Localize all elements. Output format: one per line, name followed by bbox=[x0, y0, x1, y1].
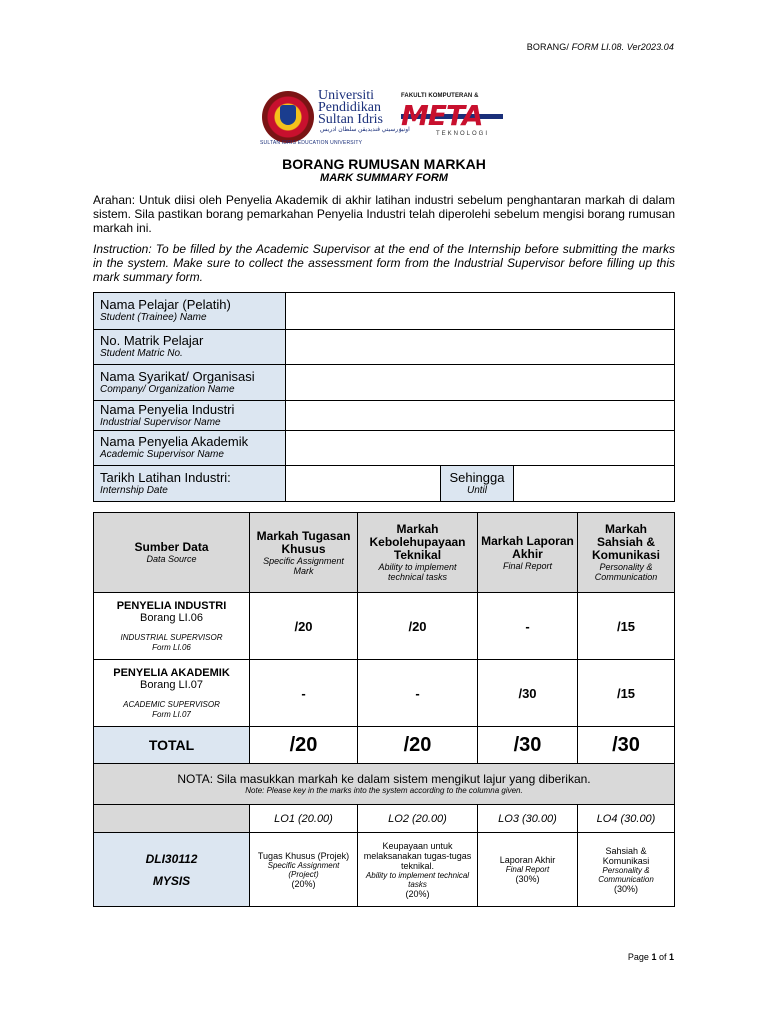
lo1-pct: (20%) bbox=[291, 878, 316, 889]
matric-label: No. Matrik Pelajar bbox=[100, 333, 204, 348]
course-cell bbox=[94, 833, 250, 907]
upsi-jawi-text: اونيۏرسيتي ڤنديديقن سلطان ادريس bbox=[320, 127, 410, 133]
header-data-source-main: Sumber Data bbox=[134, 540, 209, 554]
form-title: BORANG RUMUSAN MARKAH bbox=[282, 156, 486, 172]
lo2-cell bbox=[358, 833, 478, 907]
academic-supervisor-field[interactable] bbox=[286, 431, 675, 466]
header-report-sub: Final Report bbox=[502, 560, 553, 571]
upsi-line2: Pendidikan bbox=[318, 100, 381, 115]
course-lo-row bbox=[94, 833, 675, 907]
industrial-supervisor-row bbox=[94, 401, 675, 431]
lo1-header: LO1 (20.00) bbox=[250, 805, 358, 833]
matric-label-cell bbox=[94, 330, 286, 365]
header-report-main: Markah Laporan Akhir bbox=[481, 533, 574, 561]
lo3-pct: (30%) bbox=[515, 874, 540, 884]
lo4-cell bbox=[578, 833, 675, 907]
industrial-supervisor-field[interactable] bbox=[286, 401, 675, 431]
course-code: DLI30112 bbox=[145, 851, 198, 866]
academic-technical-mark: - bbox=[358, 660, 478, 727]
internship-start-field[interactable] bbox=[286, 466, 441, 502]
total-technical: /20 bbox=[358, 727, 478, 764]
header-assignment bbox=[250, 513, 358, 593]
student-name-row bbox=[94, 293, 675, 330]
industrial-personality-mark[interactable]: /15 bbox=[578, 593, 675, 660]
lo3-sub: Final Report bbox=[505, 865, 550, 874]
upsi-wordmark bbox=[318, 90, 383, 126]
upsi-line1: Universiti bbox=[318, 88, 374, 103]
company-label: Nama Syarikat/ Organisasi bbox=[100, 368, 255, 384]
company-field[interactable] bbox=[286, 365, 675, 401]
industrial-source-cell bbox=[94, 593, 250, 660]
internship-end-field[interactable] bbox=[514, 466, 675, 502]
lo4-header: LO4 (30.00) bbox=[578, 805, 675, 833]
until-label: Sehingga bbox=[449, 469, 505, 485]
academic-source-english: ACADEMIC SUPERVISOR bbox=[123, 699, 220, 709]
teknologi-text: TEKNOLOGI bbox=[436, 131, 490, 137]
academic-supervisor-label: Nama Penyelia Akademik bbox=[100, 434, 249, 449]
academic-supervisor-marks-row bbox=[94, 660, 675, 727]
matric-field[interactable] bbox=[286, 330, 675, 365]
page-number bbox=[628, 952, 674, 962]
header-technical-main: Markah Kebolehupayaan Teknikal bbox=[369, 522, 466, 562]
industrial-supervisor-label-cell bbox=[94, 401, 286, 431]
form-ref-prefix: BORANG/ bbox=[526, 42, 572, 52]
upsi-english-name: SULTAN IDRIS EDUCATION UNIVERSITY bbox=[260, 140, 363, 146]
student-name-label: Nama Pelajar (Pelatih) bbox=[100, 297, 231, 312]
header-technical bbox=[358, 513, 478, 593]
academic-supervisor-row bbox=[94, 431, 675, 466]
industrial-source-english: INDUSTRIAL SUPERVISOR bbox=[120, 632, 223, 642]
note-row bbox=[94, 764, 675, 805]
industrial-technical-mark[interactable]: /20 bbox=[358, 593, 478, 660]
lo3-cell bbox=[478, 833, 578, 907]
internship-date-label: Tarikh Latihan Industri: bbox=[100, 469, 231, 485]
internship-date-label-cell bbox=[94, 466, 286, 502]
matric-sublabel: Student Matric No. bbox=[100, 348, 183, 359]
lo2-header: LO2 (20.00) bbox=[358, 805, 478, 833]
header-personality bbox=[578, 513, 675, 593]
lo1-main: Tugas Khusus (Projek) bbox=[257, 850, 350, 861]
academic-source-english-form: Form LI.07 bbox=[152, 709, 191, 719]
total-personality: /30 bbox=[578, 727, 675, 764]
page-current: 1 bbox=[651, 952, 657, 962]
internship-date-row bbox=[94, 466, 675, 502]
academic-supervisor-label-cell bbox=[94, 431, 286, 466]
lo2-main: Keupayaan untuk melaksanakan tugas-tugas teknikal. bbox=[363, 840, 472, 871]
logo-banner bbox=[258, 88, 508, 152]
student-name-field[interactable] bbox=[286, 293, 675, 330]
header-personality-main: Markah Sahsiah & Komunikasi bbox=[591, 522, 660, 562]
page-prefix: Page bbox=[627, 952, 652, 962]
header-report bbox=[478, 513, 578, 593]
header-technical-sub: Ability to implement technical tasks bbox=[378, 562, 457, 582]
lo-header-row bbox=[94, 805, 675, 833]
student-name-sublabel: Student (Trainee) Name bbox=[100, 312, 207, 323]
lo4-main: Sahsiah & Komunikasi bbox=[602, 845, 650, 866]
lo3-header: LO3 (30.00) bbox=[478, 805, 578, 833]
academic-source-title: PENYELIA AKADEMIK bbox=[113, 666, 230, 679]
lo2-sub: Ability to implement technical tasks bbox=[365, 870, 470, 889]
mark-summary-table bbox=[93, 512, 675, 907]
meta-logo: META bbox=[401, 99, 483, 132]
industrial-supervisor-marks-row bbox=[94, 593, 675, 660]
until-sublabel: Until bbox=[466, 484, 487, 496]
internship-date-sublabel: Internship Date bbox=[100, 484, 168, 496]
marks-header-row bbox=[94, 513, 675, 593]
academic-source-form: Borang LI.07 bbox=[140, 678, 203, 691]
company-label-cell bbox=[94, 365, 286, 401]
industrial-report-mark: - bbox=[478, 593, 578, 660]
total-report: /30 bbox=[478, 727, 578, 764]
academic-source-cell bbox=[94, 660, 250, 727]
form-ref-code: FORM LI.08. Ver2023.04 bbox=[571, 42, 674, 52]
instruction-english: Instruction: To be filled by the Academic Supervisor at the end of the Internship before submitting the marks in the system. Make sure to collect the assessment form from the Industrial Supervisor before filling up this mark summary form. bbox=[93, 242, 675, 284]
total-row bbox=[94, 727, 675, 764]
header-assignment-sub: Specific Assignment Mark bbox=[263, 555, 344, 576]
total-label: TOTAL bbox=[94, 727, 250, 764]
instruction-malay: Arahan: Untuk diisi oleh Penyelia Akademik di akhir latihan industri sebelum penghantaran markah di dalam sistem. Sila pastikan borang pemarkahan Penyelia Industri telah diperolehi sebelum mengisi borang rumusan markah ini. bbox=[93, 193, 675, 235]
header-data-source bbox=[94, 513, 250, 593]
lo2-pct: (20%) bbox=[405, 888, 430, 899]
header-data-source-sub: Data Source bbox=[146, 554, 197, 564]
industrial-source-form: Borang LI.06 bbox=[140, 611, 203, 624]
lo3-main: Laporan Akhir bbox=[499, 855, 556, 865]
lo4-pct: (30%) bbox=[613, 883, 638, 894]
page-total: 1 bbox=[668, 952, 674, 962]
lo4-sub: Personality & Communication bbox=[598, 865, 654, 884]
page-mid: of bbox=[656, 952, 669, 962]
note-english: Note: Please key in the marks into the system according to the columna given. bbox=[245, 786, 523, 795]
header-personality-sub: Personality & Communication bbox=[594, 562, 658, 582]
course-name: MYSIS bbox=[152, 873, 191, 888]
matric-row bbox=[94, 330, 675, 365]
company-row bbox=[94, 365, 675, 401]
until-label-cell bbox=[441, 466, 514, 502]
upsi-line3: Sultan Idris bbox=[318, 112, 383, 127]
industrial-supervisor-label: Nama Penyelia Industri bbox=[100, 401, 235, 417]
industrial-assignment-mark[interactable]: /20 bbox=[250, 593, 358, 660]
lo1-sub: Specific Assignment (Project) bbox=[267, 860, 340, 879]
academic-personality-mark[interactable]: /15 bbox=[578, 660, 675, 727]
note-cell bbox=[94, 764, 675, 805]
note-malay: NOTA: Sila masukkan markah ke dalam sistem mengikut lajur yang diberikan. bbox=[177, 772, 591, 786]
industrial-supervisor-sublabel: Industrial Supervisor Name bbox=[100, 416, 221, 428]
academic-supervisor-sublabel: Academic Supervisor Name bbox=[100, 449, 224, 460]
student-info-table bbox=[93, 292, 675, 502]
lo-header-blank bbox=[94, 805, 250, 833]
faculty-name: FAKULTI KOMPUTERAN & bbox=[401, 93, 479, 99]
industrial-source-english-form: Form LI.06 bbox=[152, 642, 191, 652]
academic-report-mark[interactable]: /30 bbox=[478, 660, 578, 727]
upsi-crest-logo bbox=[262, 91, 314, 143]
company-sublabel: Company/ Organization Name bbox=[100, 383, 235, 395]
academic-assignment-mark: - bbox=[250, 660, 358, 727]
header-assignment-main: Markah Tugasan Khusus bbox=[256, 528, 351, 556]
student-name-label-cell bbox=[94, 293, 286, 330]
industrial-source-title: PENYELIA INDUSTRI bbox=[116, 599, 227, 612]
form-reference bbox=[527, 42, 674, 52]
form-subtitle: MARK SUMMARY FORM bbox=[320, 172, 448, 184]
lo1-cell bbox=[250, 833, 358, 907]
total-assignment: /20 bbox=[250, 727, 358, 764]
